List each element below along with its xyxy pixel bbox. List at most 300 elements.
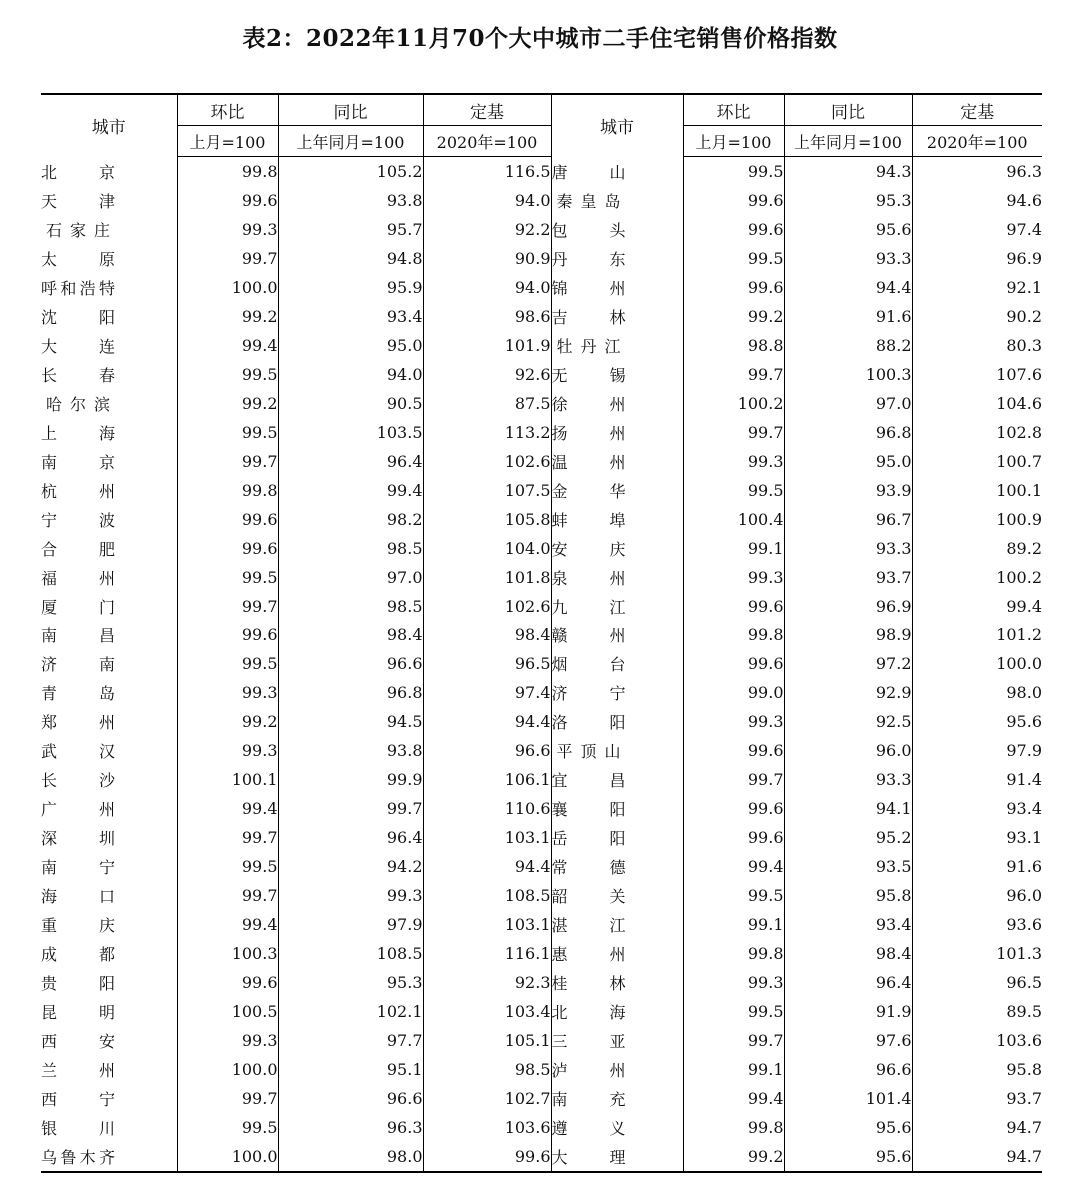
- city-name: 唐山: [551, 162, 626, 182]
- left-mom-value: 99.7: [177, 1084, 278, 1113]
- right-fixed-value: 95.8: [912, 1055, 1042, 1084]
- header-city-left: 城市: [41, 94, 177, 157]
- left-yoy-value: 98.5: [278, 534, 423, 563]
- right-yoy-value: 93.5: [784, 852, 912, 881]
- left-fixed-value: 98.4: [423, 621, 551, 650]
- left-mom-value: 100.0: [177, 273, 278, 302]
- right-yoy-value: 97.6: [784, 1026, 912, 1055]
- price-index-table: [41, 93, 1042, 1173]
- left-fixed-value: 105.1: [423, 1026, 551, 1055]
- right-fixed-value: 100.1: [912, 476, 1042, 505]
- city-name: 锦州: [551, 278, 626, 298]
- right-yoy-value: 98.9: [784, 621, 912, 650]
- header-city-right: 城市: [551, 94, 683, 157]
- right-yoy-value: 88.2: [784, 331, 912, 360]
- header-yoy-base-left: 上年同月=100: [278, 126, 423, 157]
- right-city-cell: [551, 447, 683, 476]
- city-name: 大理: [551, 1147, 626, 1167]
- left-yoy-value: 96.6: [278, 1084, 423, 1113]
- right-mom-value: 99.5: [683, 157, 784, 186]
- city-name: 岳阳: [551, 829, 626, 849]
- left-mom-value: 100.5: [177, 997, 278, 1026]
- city-name: 三亚: [551, 1032, 626, 1052]
- right-city-cell: [551, 678, 683, 707]
- city-name: 昆明: [41, 1003, 115, 1023]
- left-mom-value: 99.7: [177, 592, 278, 621]
- right-yoy-value: 95.0: [784, 447, 912, 476]
- city-name: 秦皇岛: [556, 191, 621, 211]
- right-city-cell: [551, 418, 683, 447]
- left-yoy-value: 98.2: [278, 505, 423, 534]
- right-mom-value: 99.6: [683, 273, 784, 302]
- city-name: 南宁: [41, 858, 115, 878]
- left-mom-value: 100.0: [177, 1055, 278, 1084]
- city-name: 武汉: [41, 742, 115, 762]
- left-city-cell: [41, 360, 177, 389]
- city-name: 泸州: [551, 1061, 626, 1081]
- city-name: 宜昌: [551, 771, 626, 791]
- right-mom-value: 99.1: [683, 910, 784, 939]
- right-yoy-value: 95.6: [784, 215, 912, 244]
- left-city-cell: [41, 939, 177, 968]
- header-mom-base-right: 上月=100: [683, 126, 784, 157]
- left-yoy-value: 97.7: [278, 1026, 423, 1055]
- table-row: [41, 765, 1042, 794]
- right-yoy-value: 96.4: [784, 968, 912, 997]
- left-fixed-value: 102.7: [423, 1084, 551, 1113]
- table-row: [41, 244, 1042, 273]
- left-mom-value: 99.5: [177, 1113, 278, 1142]
- right-yoy-value: 91.6: [784, 302, 912, 331]
- table-row: [41, 1113, 1042, 1142]
- header-mom-base-left: 上月=100: [177, 126, 278, 157]
- city-name: 广州: [41, 800, 115, 820]
- header-yoy-right: 同比: [784, 94, 912, 126]
- city-name: 南京: [41, 452, 115, 472]
- right-yoy-value: 100.3: [784, 360, 912, 389]
- left-fixed-value: 108.5: [423, 881, 551, 910]
- right-fixed-value: 94.7: [912, 1142, 1042, 1172]
- left-fixed-value: 103.4: [423, 997, 551, 1026]
- right-fixed-value: 97.4: [912, 215, 1042, 244]
- right-fixed-value: 99.4: [912, 592, 1042, 621]
- right-mom-value: 99.2: [683, 1142, 784, 1172]
- right-mom-value: 99.6: [683, 649, 784, 678]
- left-yoy-value: 108.5: [278, 939, 423, 968]
- left-city-cell: [41, 881, 177, 910]
- right-yoy-value: 97.0: [784, 389, 912, 418]
- right-mom-value: 99.7: [683, 765, 784, 794]
- right-fixed-value: 93.7: [912, 1084, 1042, 1113]
- right-mom-value: 99.3: [683, 563, 784, 592]
- city-name: 银川: [41, 1118, 115, 1138]
- left-yoy-value: 97.9: [278, 910, 423, 939]
- left-yoy-value: 96.8: [278, 678, 423, 707]
- right-city-cell: [551, 1084, 683, 1113]
- left-fixed-value: 106.1: [423, 765, 551, 794]
- left-city-cell: [41, 563, 177, 592]
- left-city-cell: [41, 621, 177, 650]
- right-mom-value: 99.6: [683, 823, 784, 852]
- left-mom-value: 99.3: [177, 1026, 278, 1055]
- city-name: 成都: [41, 945, 115, 965]
- right-city-cell: [551, 1142, 683, 1172]
- table-body: [41, 157, 1042, 1172]
- right-city-cell: [551, 910, 683, 939]
- left-yoy-value: 95.3: [278, 968, 423, 997]
- left-fixed-value: 92.3: [423, 968, 551, 997]
- right-fixed-value: 94.6: [912, 186, 1042, 215]
- left-city-cell: [41, 649, 177, 678]
- table-row: [41, 476, 1042, 505]
- left-fixed-value: 92.2: [423, 215, 551, 244]
- right-fixed-value: 98.0: [912, 678, 1042, 707]
- left-fixed-value: 101.8: [423, 563, 551, 592]
- table-row: [41, 794, 1042, 823]
- table-row: [41, 1026, 1042, 1055]
- city-name: 扬州: [551, 423, 626, 443]
- left-city-cell: [41, 1084, 177, 1113]
- right-city-cell: [551, 1113, 683, 1142]
- right-city-cell: [551, 997, 683, 1026]
- right-city-cell: [551, 939, 683, 968]
- left-fixed-value: 102.6: [423, 592, 551, 621]
- left-mom-value: 99.3: [177, 678, 278, 707]
- right-city-cell: [551, 186, 683, 215]
- city-name: 兰州: [41, 1061, 115, 1081]
- city-name: 西宁: [41, 1089, 115, 1109]
- left-fixed-value: 97.4: [423, 678, 551, 707]
- right-mom-value: 99.6: [683, 186, 784, 215]
- right-mom-value: 99.5: [683, 476, 784, 505]
- table-row: [41, 1142, 1042, 1172]
- city-name: 上海: [41, 423, 115, 443]
- right-mom-value: 99.6: [683, 794, 784, 823]
- left-fixed-value: 96.6: [423, 736, 551, 765]
- right-yoy-value: 96.8: [784, 418, 912, 447]
- right-yoy-value: 93.4: [784, 910, 912, 939]
- left-fixed-value: 99.6: [423, 1142, 551, 1172]
- left-city-cell: [41, 1026, 177, 1055]
- right-yoy-value: 93.3: [784, 765, 912, 794]
- right-city-cell: [551, 592, 683, 621]
- right-fixed-value: 107.6: [912, 360, 1042, 389]
- right-city-cell: [551, 476, 683, 505]
- left-fixed-value: 103.1: [423, 823, 551, 852]
- right-yoy-value: 94.4: [784, 273, 912, 302]
- left-mom-value: 99.3: [177, 736, 278, 765]
- right-fixed-value: 103.6: [912, 1026, 1042, 1055]
- left-yoy-value: 98.5: [278, 592, 423, 621]
- city-name: 重庆: [41, 916, 115, 936]
- city-name: 郑州: [41, 713, 115, 733]
- city-name: 牡丹江: [556, 336, 621, 356]
- left-yoy-value: 99.4: [278, 476, 423, 505]
- right-mom-value: 99.3: [683, 968, 784, 997]
- left-mom-value: 99.6: [177, 505, 278, 534]
- table-row: [41, 157, 1042, 186]
- right-mom-value: 99.0: [683, 678, 784, 707]
- right-mom-value: 99.6: [683, 592, 784, 621]
- header-mom-right: 环比: [683, 94, 784, 126]
- left-city-cell: [41, 447, 177, 476]
- right-mom-value: 99.1: [683, 1055, 784, 1084]
- left-mom-value: 99.6: [177, 186, 278, 215]
- left-yoy-value: 93.4: [278, 302, 423, 331]
- city-name: 遵义: [551, 1118, 626, 1138]
- table-row: [41, 1084, 1042, 1113]
- left-city-cell: [41, 215, 177, 244]
- right-yoy-value: 92.5: [784, 707, 912, 736]
- left-city-cell: [41, 910, 177, 939]
- right-city-cell: [551, 331, 683, 360]
- right-city-cell: [551, 765, 683, 794]
- left-yoy-value: 96.4: [278, 823, 423, 852]
- city-name: 呼和浩特: [41, 278, 115, 298]
- table-title: 表2：2022年11月70个大中城市二手住宅销售价格指数: [242, 25, 838, 52]
- left-yoy-value: 95.1: [278, 1055, 423, 1084]
- right-mom-value: 99.8: [683, 939, 784, 968]
- right-city-cell: [551, 157, 683, 186]
- left-yoy-value: 99.7: [278, 794, 423, 823]
- left-mom-value: 99.5: [177, 649, 278, 678]
- right-city-cell: [551, 505, 683, 534]
- left-city-cell: [41, 186, 177, 215]
- left-yoy-value: 98.0: [278, 1142, 423, 1172]
- right-fixed-value: 94.7: [912, 1113, 1042, 1142]
- city-name: 桂林: [551, 974, 626, 994]
- right-yoy-value: 94.3: [784, 157, 912, 186]
- city-name: 无锡: [551, 365, 626, 385]
- right-mom-value: 100.2: [683, 389, 784, 418]
- right-city-cell: [551, 852, 683, 881]
- table-row: [41, 447, 1042, 476]
- right-city-cell: [551, 707, 683, 736]
- left-fixed-value: 110.6: [423, 794, 551, 823]
- city-name: 大连: [41, 336, 115, 356]
- left-fixed-value: 96.5: [423, 649, 551, 678]
- city-name: 济南: [41, 655, 115, 675]
- city-name: 合肥: [41, 539, 115, 559]
- header-yoy-left: 同比: [278, 94, 423, 126]
- city-name: 洛阳: [551, 713, 626, 733]
- left-fixed-value: 116.1: [423, 939, 551, 968]
- left-city-cell: [41, 997, 177, 1026]
- left-yoy-value: 99.9: [278, 765, 423, 794]
- table-row: [41, 939, 1042, 968]
- right-fixed-value: 93.6: [912, 910, 1042, 939]
- table-row: [41, 592, 1042, 621]
- table-row: [41, 621, 1042, 650]
- table-row: [41, 505, 1042, 534]
- left-yoy-value: 96.6: [278, 649, 423, 678]
- left-city-cell: [41, 505, 177, 534]
- left-mom-value: 99.7: [177, 447, 278, 476]
- left-fixed-value: 107.5: [423, 476, 551, 505]
- left-city-cell: [41, 823, 177, 852]
- left-mom-value: 99.6: [177, 968, 278, 997]
- city-name: 长春: [41, 365, 115, 385]
- left-city-cell: [41, 534, 177, 563]
- right-city-cell: [551, 823, 683, 852]
- right-fixed-value: 93.1: [912, 823, 1042, 852]
- right-yoy-value: 98.4: [784, 939, 912, 968]
- city-name: 沈阳: [41, 307, 115, 327]
- right-mom-value: 99.7: [683, 418, 784, 447]
- city-name: 北京: [41, 162, 115, 182]
- city-name: 宁波: [41, 510, 115, 530]
- left-yoy-value: 103.5: [278, 418, 423, 447]
- right-fixed-value: 96.3: [912, 157, 1042, 186]
- city-name: 蚌埠: [551, 510, 626, 530]
- right-mom-value: 99.5: [683, 997, 784, 1026]
- left-city-cell: [41, 1113, 177, 1142]
- header-fixed-base-left: 2020年=100: [423, 126, 551, 157]
- city-name: 西安: [41, 1032, 115, 1052]
- table-row: [41, 563, 1042, 592]
- left-mom-value: 99.2: [177, 302, 278, 331]
- city-name: 福州: [41, 568, 115, 588]
- city-name: 湛江: [551, 916, 626, 936]
- city-name: 温州: [551, 452, 626, 472]
- right-fixed-value: 104.6: [912, 389, 1042, 418]
- table-row: [41, 273, 1042, 302]
- right-fixed-value: 100.2: [912, 563, 1042, 592]
- right-yoy-value: 92.9: [784, 678, 912, 707]
- city-name: 金华: [551, 481, 626, 501]
- left-yoy-value: 95.9: [278, 273, 423, 302]
- left-city-cell: [41, 302, 177, 331]
- city-name: 南充: [551, 1089, 626, 1109]
- table-row: [41, 389, 1042, 418]
- city-name: 泉州: [551, 568, 626, 588]
- left-mom-value: 99.4: [177, 910, 278, 939]
- right-fixed-value: 100.9: [912, 505, 1042, 534]
- city-name: 青岛: [41, 684, 115, 704]
- right-mom-value: 98.8: [683, 331, 784, 360]
- table-row: [41, 881, 1042, 910]
- right-city-cell: [551, 621, 683, 650]
- left-yoy-value: 105.2: [278, 157, 423, 186]
- left-fixed-value: 92.6: [423, 360, 551, 389]
- right-fixed-value: 96.0: [912, 881, 1042, 910]
- table-row: [41, 215, 1042, 244]
- right-city-cell: [551, 1055, 683, 1084]
- left-mom-value: 99.2: [177, 389, 278, 418]
- right-yoy-value: 96.9: [784, 592, 912, 621]
- left-fixed-value: 94.0: [423, 273, 551, 302]
- left-yoy-value: 99.3: [278, 881, 423, 910]
- left-city-cell: [41, 736, 177, 765]
- right-fixed-value: 89.5: [912, 997, 1042, 1026]
- table-row: [41, 1055, 1042, 1084]
- left-city-cell: [41, 1142, 177, 1172]
- left-city-cell: [41, 244, 177, 273]
- left-mom-value: 99.8: [177, 476, 278, 505]
- left-mom-value: 99.6: [177, 534, 278, 563]
- city-name: 包头: [551, 220, 626, 240]
- left-mom-value: 100.1: [177, 765, 278, 794]
- right-fixed-value: 93.4: [912, 794, 1042, 823]
- city-name: 贵阳: [41, 974, 115, 994]
- left-mom-value: 99.3: [177, 215, 278, 244]
- left-city-cell: [41, 476, 177, 505]
- right-city-cell: [551, 736, 683, 765]
- left-yoy-value: 102.1: [278, 997, 423, 1026]
- right-mom-value: 99.5: [683, 881, 784, 910]
- left-fixed-value: 102.6: [423, 447, 551, 476]
- city-name: 南昌: [41, 626, 115, 646]
- right-mom-value: 99.3: [683, 707, 784, 736]
- right-city-cell: [551, 360, 683, 389]
- right-fixed-value: 96.9: [912, 244, 1042, 273]
- right-yoy-value: 91.9: [784, 997, 912, 1026]
- right-city-cell: [551, 534, 683, 563]
- city-name: 韶关: [551, 887, 626, 907]
- right-fixed-value: 95.6: [912, 707, 1042, 736]
- right-yoy-value: 96.6: [784, 1055, 912, 1084]
- right-mom-value: 99.4: [683, 852, 784, 881]
- left-yoy-value: 95.7: [278, 215, 423, 244]
- city-name: 九江: [551, 597, 626, 617]
- right-city-cell: [551, 215, 683, 244]
- right-city-cell: [551, 649, 683, 678]
- right-mom-value: 99.7: [683, 1026, 784, 1055]
- table-row: [41, 302, 1042, 331]
- left-fixed-value: 101.9: [423, 331, 551, 360]
- right-mom-value: 99.8: [683, 621, 784, 650]
- left-fixed-value: 94.4: [423, 852, 551, 881]
- header-fixed-right: 定基: [912, 94, 1042, 126]
- left-mom-value: 99.8: [177, 157, 278, 186]
- right-yoy-value: 95.6: [784, 1142, 912, 1172]
- left-fixed-value: 98.6: [423, 302, 551, 331]
- right-yoy-value: 93.3: [784, 244, 912, 273]
- city-name: 乌鲁木齐: [41, 1147, 115, 1167]
- table-row: [41, 910, 1042, 939]
- table-row: [41, 649, 1042, 678]
- left-city-cell: [41, 852, 177, 881]
- left-mom-value: 99.7: [177, 244, 278, 273]
- city-name: 吉林: [551, 307, 626, 327]
- right-mom-value: 99.3: [683, 447, 784, 476]
- city-name: 赣州: [551, 626, 626, 646]
- left-mom-value: 99.5: [177, 563, 278, 592]
- right-fixed-value: 97.9: [912, 736, 1042, 765]
- city-name: 襄阳: [551, 800, 626, 820]
- city-name: 天津: [41, 191, 115, 211]
- city-name: 丹东: [551, 249, 626, 269]
- right-yoy-value: 95.2: [784, 823, 912, 852]
- left-fixed-value: 94.0: [423, 186, 551, 215]
- city-name: 徐州: [551, 394, 626, 414]
- table-row: [41, 707, 1042, 736]
- left-mom-value: 99.7: [177, 823, 278, 852]
- right-fixed-value: 101.2: [912, 621, 1042, 650]
- header-mom-left: 环比: [177, 94, 278, 126]
- left-city-cell: [41, 592, 177, 621]
- left-city-cell: [41, 389, 177, 418]
- right-yoy-value: 101.4: [784, 1084, 912, 1113]
- right-yoy-value: 97.2: [784, 649, 912, 678]
- left-fixed-value: 103.6: [423, 1113, 551, 1142]
- city-name: 北海: [551, 1003, 626, 1023]
- left-mom-value: 99.5: [177, 360, 278, 389]
- right-fixed-value: 96.5: [912, 968, 1042, 997]
- left-city-cell: [41, 678, 177, 707]
- city-name: 深圳: [41, 829, 115, 849]
- left-city-cell: [41, 968, 177, 997]
